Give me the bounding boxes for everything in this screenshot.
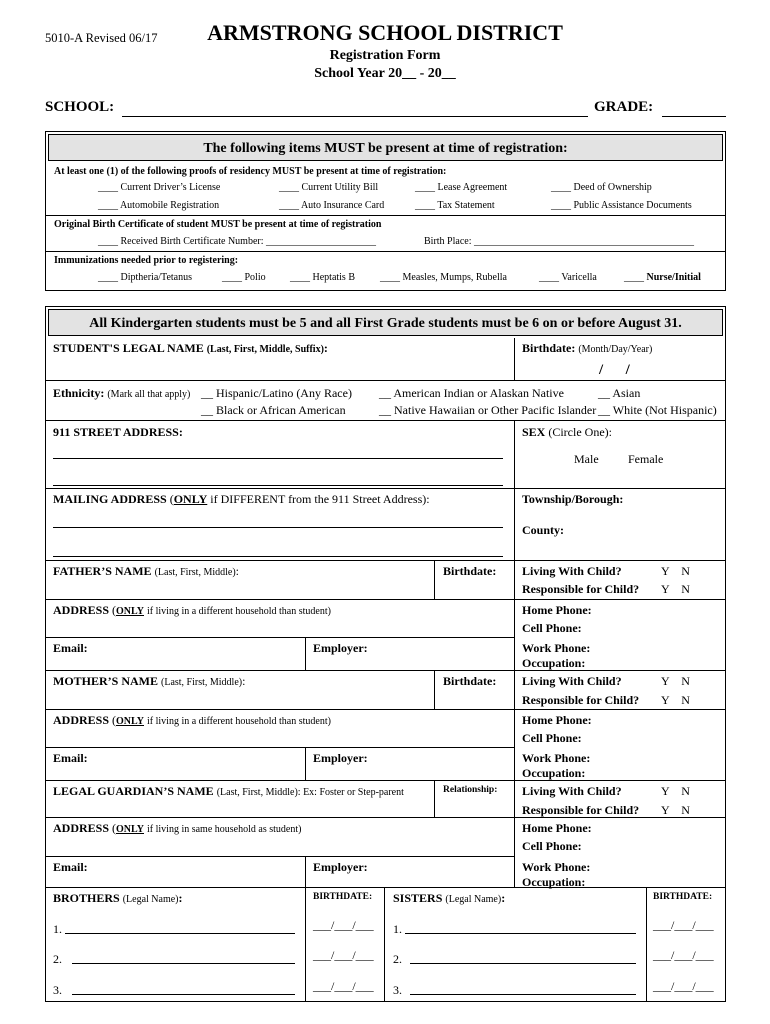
divider [305,887,306,1001]
mother-home-phone[interactable]: Home Phone: [522,713,592,727]
divider [305,637,306,670]
sister-3-number: 3. [393,983,402,997]
proof-public-assistance[interactable]: ____ Public Assistance Documents [551,200,692,211]
father-address-paren: ( [112,603,117,617]
father-name-note: (Last, First, Middle) [154,567,236,578]
ethnicity-label-group [53,386,190,401]
student-name-field[interactable] [53,341,328,356]
mother-name-field[interactable] [53,674,245,689]
sex-female-option[interactable]: Female [628,452,664,466]
sister-1-number: 1. [393,922,402,936]
proof-auto-registration[interactable]: ____ Automobile Registration [98,200,220,211]
mailing-address-line[interactable] [53,556,503,557]
sisters-label: SISTERS [393,891,443,905]
immunization-heading: Immunizations needed prior to registering: [54,255,239,266]
school-year: School Year 20__ - 20__ [314,66,456,81]
eth-hispanic[interactable]: __ Hispanic/Latino (Any Race) [201,386,352,400]
mailing-only: ONLY [173,492,208,506]
eth-asian[interactable]: __ Asian [598,386,641,400]
divider [46,637,514,638]
divider [514,338,515,380]
guardian-work-phone[interactable]: Work Phone: [522,860,591,874]
student-name-label: STUDENT'S LEGAL NAME [53,341,204,355]
divider [46,420,725,421]
student-birthdate-field[interactable] [522,341,652,356]
eth-black[interactable]: __ Black or African American [201,403,346,417]
guardian-name-note: (Last, First, Middle) [216,787,298,798]
student-birthdate-label: Birthdate: [522,341,576,355]
divider [434,560,435,599]
sister-3-name-line[interactable] [410,994,636,995]
mother-address-only: ONLY [116,716,144,727]
birthdate-slashes: / / [599,362,630,378]
divider [305,747,306,780]
brothers-note: (Legal Name) [122,894,179,905]
father-email[interactable]: Email: [53,641,88,655]
nurse-initial[interactable] [624,272,701,283]
brothers-label: BROTHERS [53,891,120,905]
divider [384,887,385,1001]
age-notice: All Kindergarten students must be 5 and all First Grade students must be 6 on or before August 31. [48,309,723,336]
form-code: 5010-A Revised 06/17 [45,31,158,45]
brother-1-name-line[interactable] [65,933,295,934]
mother-responsible: Responsible for Child? [522,693,640,707]
immun-mmr[interactable]: ____ Measles, Mumps, Rubella [380,272,507,283]
guardian-email[interactable]: Email: [53,860,88,874]
father-address-field[interactable] [53,603,331,618]
mother-name-label: MOTHER’S NAME [53,674,158,688]
brother-2-name-line[interactable] [72,963,295,964]
nurse-initial-label: Nurse/Initial [646,272,701,283]
divider [46,747,514,748]
father-address-label: ADDRESS [53,603,110,617]
sisters-colon: : [501,891,506,905]
mother-name-colon: : [242,674,246,688]
birth-cert-heading: Original Birth Certificate of student MUST be present at time of registration [54,219,382,230]
guardian-cell-phone[interactable]: Cell Phone: [522,839,582,853]
guardian-relationship[interactable]: Relationship: [443,785,498,795]
guardian-address-label: ADDRESS [53,821,110,835]
student-birthdate-note: (Month/Day/Year) [578,344,653,355]
guardian-employer[interactable]: Employer: [313,860,368,874]
brother-2-number: 2. [53,952,62,966]
sex-label: SEX [522,425,546,439]
divider [514,420,515,887]
student-name-note: (Last, First, Middle, Suffix) [206,344,324,355]
divider [46,488,725,489]
brothers-heading [53,891,183,906]
brother-3-birthdate[interactable]: ___/___/___ [313,979,374,993]
street-address-line[interactable] [53,458,503,459]
divider [46,670,725,671]
sister-2-number: 2. [393,952,402,966]
divider [646,887,647,1001]
brothers-birthdate-heading: BIRTHDATE: [313,892,373,902]
school-field[interactable] [122,116,588,117]
mailing-address-field [53,492,430,507]
residency-heading: At least one (1) of the following proofs of residency MUST be present at time of registration: [54,166,447,177]
immun-varicella[interactable]: ____ Varicella [539,272,597,283]
student-name-colon: : [323,341,328,355]
street-address-label: 911 STREET ADDRESS: [53,425,183,439]
father-responsible: Responsible for Child? [522,582,640,596]
guardian-address-paren: ( [112,821,117,835]
brother-3-number: 3. [53,983,62,997]
father-living-with: Living With Child? [522,564,622,578]
sisters-heading [393,891,505,906]
guardian-name-label: LEGAL GUARDIAN’S NAME [53,784,214,798]
mother-responsible-yn[interactable]: Y N [661,693,690,707]
ethnicity-note: (Mark all that apply) [107,389,191,400]
mother-address-field[interactable] [53,713,331,728]
guardian-address-note: if living in same household as student) [147,824,302,835]
father-work-phone[interactable]: Work Phone: [522,641,591,655]
mailing-note: if DIFFERENT from the 911 Street Address): [210,492,430,506]
township-label[interactable]: Township/Borough: [522,492,624,506]
father-living-yn[interactable]: Y N [661,564,690,578]
street-address-line[interactable] [53,485,503,486]
guardian-living-yn[interactable]: Y N [661,784,690,798]
guardian-responsible-yn[interactable]: Y N [661,803,690,817]
divider [46,380,725,381]
mailing-address-line[interactable] [53,527,503,528]
guardian-address-field[interactable] [53,821,301,836]
proof-utility-bill[interactable]: ____ Current Utility Bill [279,182,379,193]
guardian-name-field[interactable] [53,784,404,799]
sister-3-birthdate[interactable]: ___/___/___ [653,979,714,993]
father-address-only: ONLY [116,606,144,617]
divider [46,887,725,888]
father-address-note: if living in a different household than student) [147,606,331,617]
brother-1-number: 1. [53,922,62,936]
mother-cell-phone[interactable]: Cell Phone: [522,731,582,745]
guardian-responsible: Responsible for Child? [522,803,640,817]
mother-living-with: Living With Child? [522,674,622,688]
sister-1-name-line[interactable] [405,933,636,934]
sisters-note: (Legal Name) [445,894,502,905]
sister-1-birthdate[interactable]: ___/___/___ [653,918,714,932]
mother-address-note: if living in a different household than student) [147,716,331,727]
mother-work-phone[interactable]: Work Phone: [522,751,591,765]
brother-1-birthdate[interactable]: ___/___/___ [313,918,374,932]
immun-polio[interactable]: ____ Polio [222,272,266,283]
divider [46,599,725,600]
immun-hepatitis[interactable]: ____ Heptatis B [290,272,355,283]
divider [46,560,725,561]
father-employer[interactable]: Employer: [313,641,368,655]
divider [46,215,725,216]
mother-living-yn[interactable]: Y N [661,674,690,688]
school-label: SCHOOL: [45,99,115,115]
divider [305,856,306,887]
divider [46,251,725,252]
sister-2-name-line[interactable] [410,963,636,964]
mailing-address-label: MAILING ADDRESS [53,492,167,506]
proof-lease[interactable]: ____ Lease Agreement [415,182,508,193]
guardian-name-note2: : Ex: Foster or Step-parent [297,787,404,798]
mailing-paren: ( [169,492,174,506]
father-responsible-yn[interactable]: Y N [661,582,690,596]
divider [46,856,514,857]
divider [46,709,725,710]
required-items-title: The following items MUST be present at time of registration: [48,134,723,161]
brother-2-birthdate[interactable]: ___/___/___ [313,948,374,962]
sex-male-option[interactable]: Male [574,452,599,466]
father-occupation[interactable]: Occupation: [522,656,586,670]
nurse-initial-blank: ____ [624,272,644,283]
district-title: ARMSTRONG SCHOOL DISTRICT [207,20,563,45]
birth-place-field[interactable]: Birth Place: ____________________________________________ [424,236,694,247]
immun-diptheria[interactable]: ____ Diptheria/Tetanus [98,272,192,283]
eth-pacific-islander[interactable]: __ Native Hawaiian or Other Pacific Islander [379,403,597,417]
proof-insurance-card[interactable]: ____ Auto Insurance Card [279,200,385,211]
mother-occupation[interactable]: Occupation: [522,766,586,780]
eth-white[interactable]: __ White (Not Hispanic) [598,403,717,417]
proof-tax-statement[interactable]: ____ Tax Statement [415,200,495,211]
mother-employer[interactable]: Employer: [313,751,368,765]
eth-american-indian[interactable]: __ American Indian or Alaskan Native [379,386,564,400]
mother-address-label: ADDRESS [53,713,110,727]
father-cell-phone[interactable]: Cell Phone: [522,621,582,635]
form-title: Registration Form [329,48,441,63]
guardian-living-with: Living With Child? [522,784,622,798]
sisters-birthdate-heading: BIRTHDATE: [653,892,713,902]
father-birthdate[interactable]: Birthdate: [443,564,497,578]
birth-cert-received[interactable]: ____ Received Birth Certificate Number: ______________________ [98,236,377,247]
proof-deed[interactable]: ____ Deed of Ownership [551,182,652,193]
sex-field [522,425,612,440]
grade-label: GRADE: [594,99,654,115]
guardian-home-phone[interactable]: Home Phone: [522,821,592,835]
sex-note: (Circle One): [548,425,612,439]
mother-name-note: (Last, First, Middle) [161,677,243,688]
divider [46,780,725,781]
county-label[interactable]: County: [522,523,565,537]
father-name-label: FATHER’S NAME [53,564,152,578]
father-name-colon: : [235,564,240,578]
brothers-colon: : [178,891,183,905]
guardian-occupation[interactable]: Occupation: [522,875,586,889]
mother-address-paren: ( [112,713,117,727]
divider [434,780,435,817]
brother-3-name-line[interactable] [72,994,295,995]
proof-drivers-license[interactable]: ____ Current Driver’s License [98,182,221,193]
mother-birthdate[interactable]: Birthdate: [443,674,497,688]
grade-field[interactable] [662,116,726,117]
guardian-address-only: ONLY [116,824,144,835]
ethnicity-label: Ethnicity: [53,386,105,400]
mother-email[interactable]: Email: [53,751,88,765]
divider [434,670,435,709]
father-name-field[interactable] [53,564,239,579]
father-home-phone[interactable]: Home Phone: [522,603,592,617]
sister-2-birthdate[interactable]: ___/___/___ [653,948,714,962]
